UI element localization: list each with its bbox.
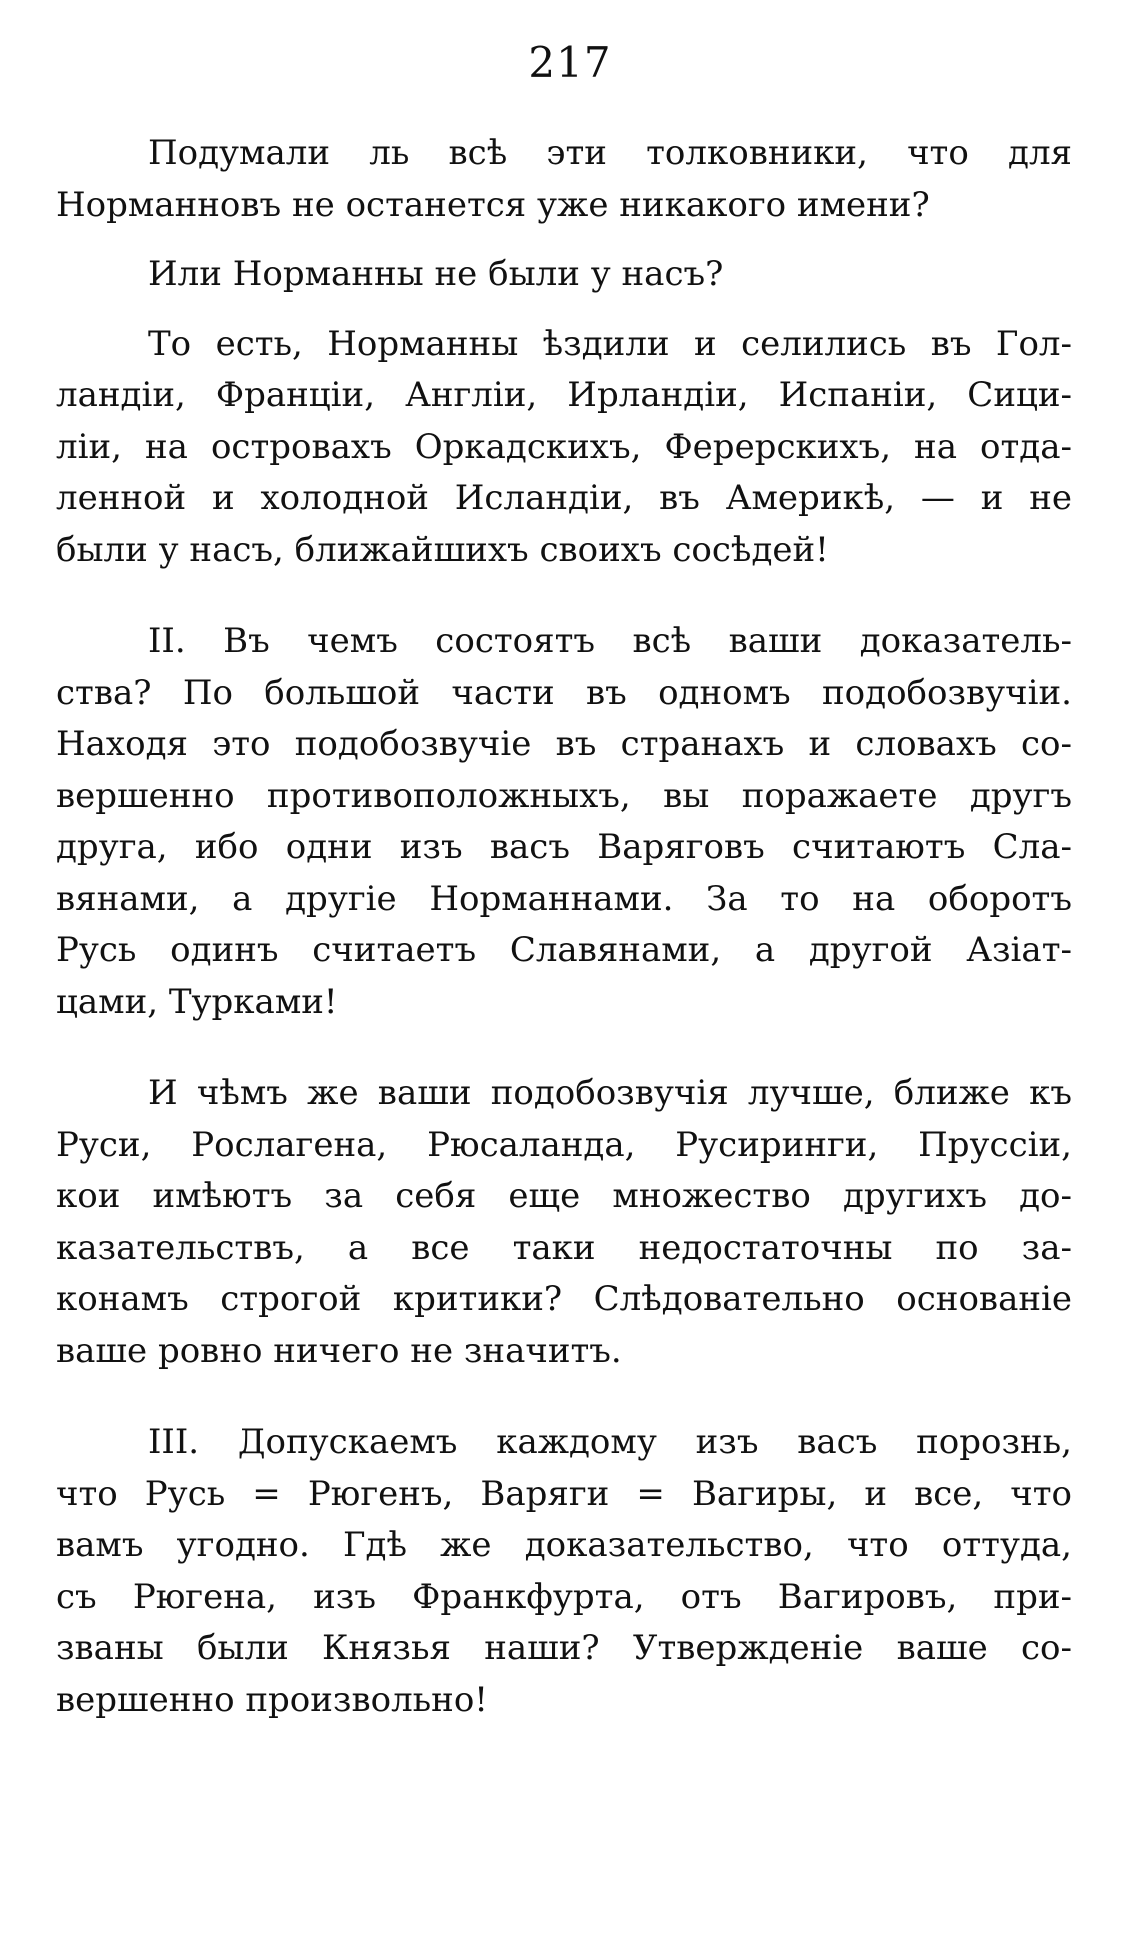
paragraph-5 xyxy=(56,1068,1072,1377)
text-line: что Русь = Рюгенъ, Варяги = Вагиры, и все, что xyxy=(56,1473,1072,1514)
paragraph-1 xyxy=(56,128,1072,231)
text-line: вамъ угодно. Гдѣ же доказательство, что оттуда, xyxy=(56,1525,1072,1565)
text-line: съ Рюгена, изъ Франкфурта, отъ Вагировъ, при- xyxy=(56,1576,1072,1617)
paragraph-2 xyxy=(56,249,1072,301)
text-line: вершенно произвольно! xyxy=(56,1679,488,1720)
page-number: 217 xyxy=(528,38,612,87)
text-line: ліи, на островахъ Оркадскихъ, Ферерскихъ, на отда- xyxy=(56,426,1072,467)
text-line: Русь одинъ считаетъ Славянами, а другой Азіат- xyxy=(56,930,1072,970)
paragraph-4 xyxy=(56,616,1072,1028)
text-line: И чѣмъ же ваши подобозвучія лучше, ближе къ xyxy=(148,1073,1072,1113)
text-line: Норманновъ не останется уже никакого имени? xyxy=(56,184,930,225)
text-line: Подумали ль всѣ эти толковники, что для xyxy=(148,133,1072,173)
text-line: Руси, Рослагена, Рюсаланда, Русиринги, Пруссіи, xyxy=(56,1124,1072,1165)
text-line: вершенно противоположныхъ, вы поражаете другъ xyxy=(56,775,1072,816)
text-line: ландіи, Франціи, Англіи, Ирландіи, Испаніи, Сици- xyxy=(56,375,1072,415)
paragraph-3 xyxy=(56,319,1072,577)
paragraph-6 xyxy=(56,1417,1072,1726)
text-line: кои имѣютъ за себя еще множество другихъ до- xyxy=(56,1176,1072,1216)
text-line: II. Въ чемъ состоятъ всѣ ваши доказатель- xyxy=(148,621,1072,661)
text-line: То есть, Норманны ѣздили и селились въ Гол- xyxy=(148,323,1072,364)
text-line: ленной и холодной Исландіи, въ Америкѣ, — и не xyxy=(56,478,1072,518)
text-line: званы были Князья наши? Утвержденіе ваше со- xyxy=(56,1628,1072,1668)
text-line: Или Норманны не были у насъ? xyxy=(148,254,724,294)
text-line: казательствъ, а все таки недостаточны по за- xyxy=(56,1227,1072,1268)
text-line: ства? По большой части въ одномъ подобозвучіи. xyxy=(56,672,1072,713)
text-line: III. Допускаемъ каждому изъ васъ порознь, xyxy=(148,1422,1072,1462)
text-line: друга, ибо одни изъ васъ Варяговъ считаютъ Сла- xyxy=(56,827,1072,867)
text-line: вянами, а другіе Норманнами. За то на оборотъ xyxy=(56,878,1072,919)
text-line: ваше ровно ничего не значитъ. xyxy=(56,1330,622,1371)
text-line: конамъ строгой критики? Слѣдовательно основаніе xyxy=(56,1279,1072,1319)
text-line: Находя это подобозвучіе въ странахъ и словахъ со- xyxy=(56,724,1072,764)
text-line: цами, Турками! xyxy=(56,981,338,1022)
text-line: были у насъ, ближайшихъ своихъ сосѣдей! xyxy=(56,529,829,570)
page-text xyxy=(56,128,1072,1752)
